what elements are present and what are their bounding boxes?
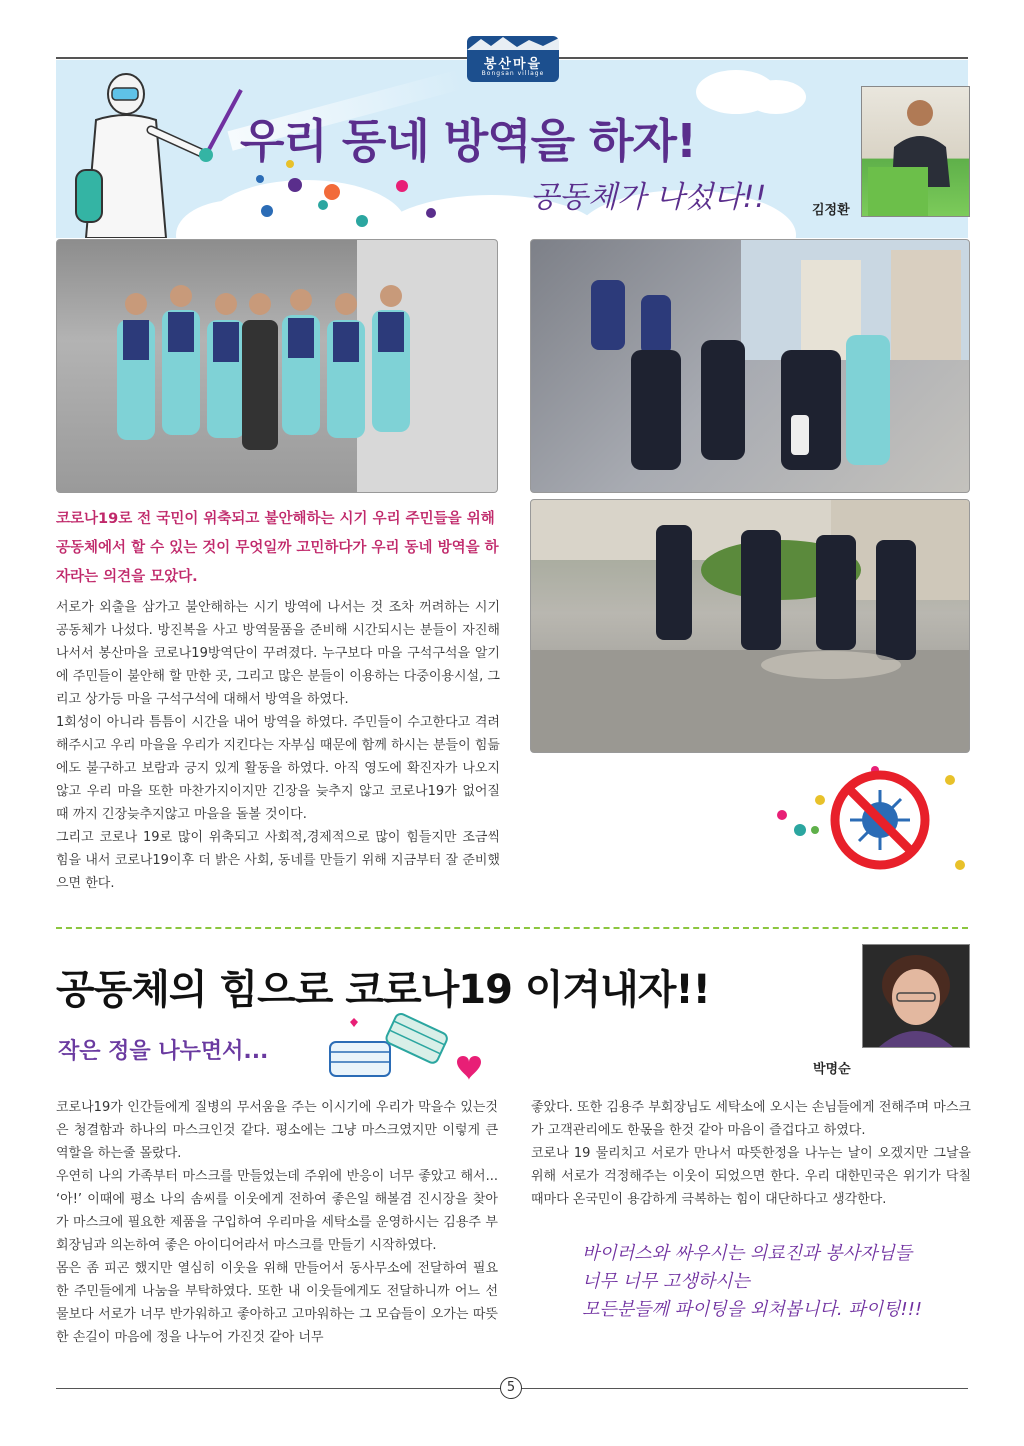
article2-paragraph: 우연히 나의 가족부터 마스크를 만들었는데 주위에 반응이 너무 좋았고 해서... ‘아!’ 이때에 평소 나의 솜씨를 이웃에게 전하여 좋은일 해볼겸 진시장을 찾아가 마스크에 필요한 제품을 구입하여 우리마을 세탁소를 운영하시는 김용주 부회장님과 의논하여 좋은 아이디어라서 마스크를 만들기 시작하였다. <box>56 1169 498 1253</box>
article1-body <box>56 596 500 895</box>
handwritten-line: 모든분들께 파이팅을 외쳐봅니다. 파이팅!!! <box>582 1299 923 1320</box>
photo-volunteers-group <box>56 239 498 493</box>
article1-subtitle: 공동체가 나섰다!! <box>530 180 767 215</box>
handwritten-message <box>582 1240 962 1324</box>
article2-col2 <box>531 1096 971 1211</box>
article2-paragraph: 좋았다. 또한 김용주 부회장님도 세탁소에 오시는 손님들에게 전해주며 마스크가 고객관리에도 한몫을 한것 같아 마음이 즐겁다고 하였다. <box>531 1100 971 1138</box>
disinfection-worker-illustration <box>56 60 256 238</box>
article2-paragraph: 몸은 좀 피곤 했지만 열심히 이웃을 위해 만들어서 동사무소에 전달하여 필요한 주민들에게 나눔을 부탁하였다. 또한 내 이웃들에게도 전달하니까 어느 선물보다 서로가 너무 반가워하고 좋아하고 고마워하는 그 모습들이 오가는 따뜻한 손길이 마음에 정을 나누어 가진것 같아 너무 <box>56 1261 498 1345</box>
photo-spraying-street <box>530 499 970 753</box>
author-photo-park <box>862 944 970 1048</box>
article2-paragraph: 코로나 19 물리치고 서로가 만나서 따뜻한정을 나누는 날이 오겠지만 그날을 위해 서로가 걱정해주는 이웃이 되었으면 한다. 우리 대한민국은 위기가 닥칠때마다 온국민이 용감하게 극복하는 힘이 대단하다고 생각한다. <box>531 1146 971 1207</box>
article1-author: 김정환 <box>812 203 850 218</box>
article1-paragraph: 1회성이 아니라 틈틈이 시간을 내어 방역을 하였다. 주민들이 수고한다고 격려해주시고 우리 마을을 우리가 지킨다는 자부심 때문에 함께 하시는 분들이 힘듦에도 불구하고 보람과 긍지 있게 활동을 하였다. 아직 영도에 확진자가 나오지 않고 우리 마을 또한 마찬가지이지만 긴장을 늦추지 않고 코로나19가 없어질 때 까지 긴장늦추지않고 마을을 돌볼 것이다. <box>56 715 500 822</box>
section-divider <box>56 927 968 929</box>
article2-paragraph: 코로나19가 인간들에게 질병의 무서움을 주는 이시기에 우리가 막을수 있는것은 청결함과 하나의 마스크인것 같다. 평소에는 그냥 마스크였지만 이렇게 큰 역할을 하는줄 몰랐다. <box>56 1100 498 1161</box>
article1-paragraph: 서로가 외출을 삼가고 불안해하는 시기 방역에 나서는 것 조차 꺼려하는 시기 공동체가 나섰다. 방진복을 사고 방역물품을 준비해 시간되시는 분들이 자진해 나서서 봉산마을 코로나19방역단이 꾸려졌다. 누구보다 마을 구석구석을 알기에 주민들이 불안해 할 만한 곳, 그리고 많은 분들이 이용하는 다중이용시설, 그리고 상가등 마을 구석구석에 대해서 방역을 하였다. <box>56 600 500 707</box>
article1-paragraph: 그리고 코로나 19로 많이 위축되고 사회적,경제적으로 많이 힘들지만 조금씩 힘을 내서 코로나19이후 더 밝은 사회, 동네를 만들기 위해 지금부터 잘 준비했으면 한다. <box>56 830 500 891</box>
page-number: 5 <box>500 1377 522 1399</box>
photo-disinfection-stairs <box>530 239 970 493</box>
handwritten-line: 바이러스와 싸우시는 의료진과 봉사자님들 <box>582 1243 913 1264</box>
logo-korean: 봉산마을 <box>483 57 543 72</box>
article2-col1 <box>56 1096 498 1349</box>
article2-title: 공동체의 힘으로 코로나19 이겨내자!! <box>56 967 710 1013</box>
mountain-icon <box>467 36 559 50</box>
no-virus-icon <box>770 760 970 890</box>
handwritten-line: 너무 너무 고생하시는 <box>582 1271 750 1292</box>
article1-lead: 코로나19로 전 국민이 위축되고 불안해하는 시기 우리 주민들을 위해 공동체에서 할 수 있는 것이 무엇일까 고민하다가 우리 동네 방역을 하자라는 의견을 모았다. <box>56 511 499 585</box>
logo-english: Bongsan village <box>481 70 545 77</box>
bongsan-village-logo <box>467 36 559 82</box>
article1-title: 우리 동네 방역을 하자! <box>240 114 696 168</box>
mask-hearts-icon <box>325 1012 485 1082</box>
article2-author: 박명순 <box>813 1062 851 1077</box>
author-photo-kim <box>861 86 970 217</box>
article2-subtitle: 작은 정을 나누면서... <box>58 1039 269 1064</box>
